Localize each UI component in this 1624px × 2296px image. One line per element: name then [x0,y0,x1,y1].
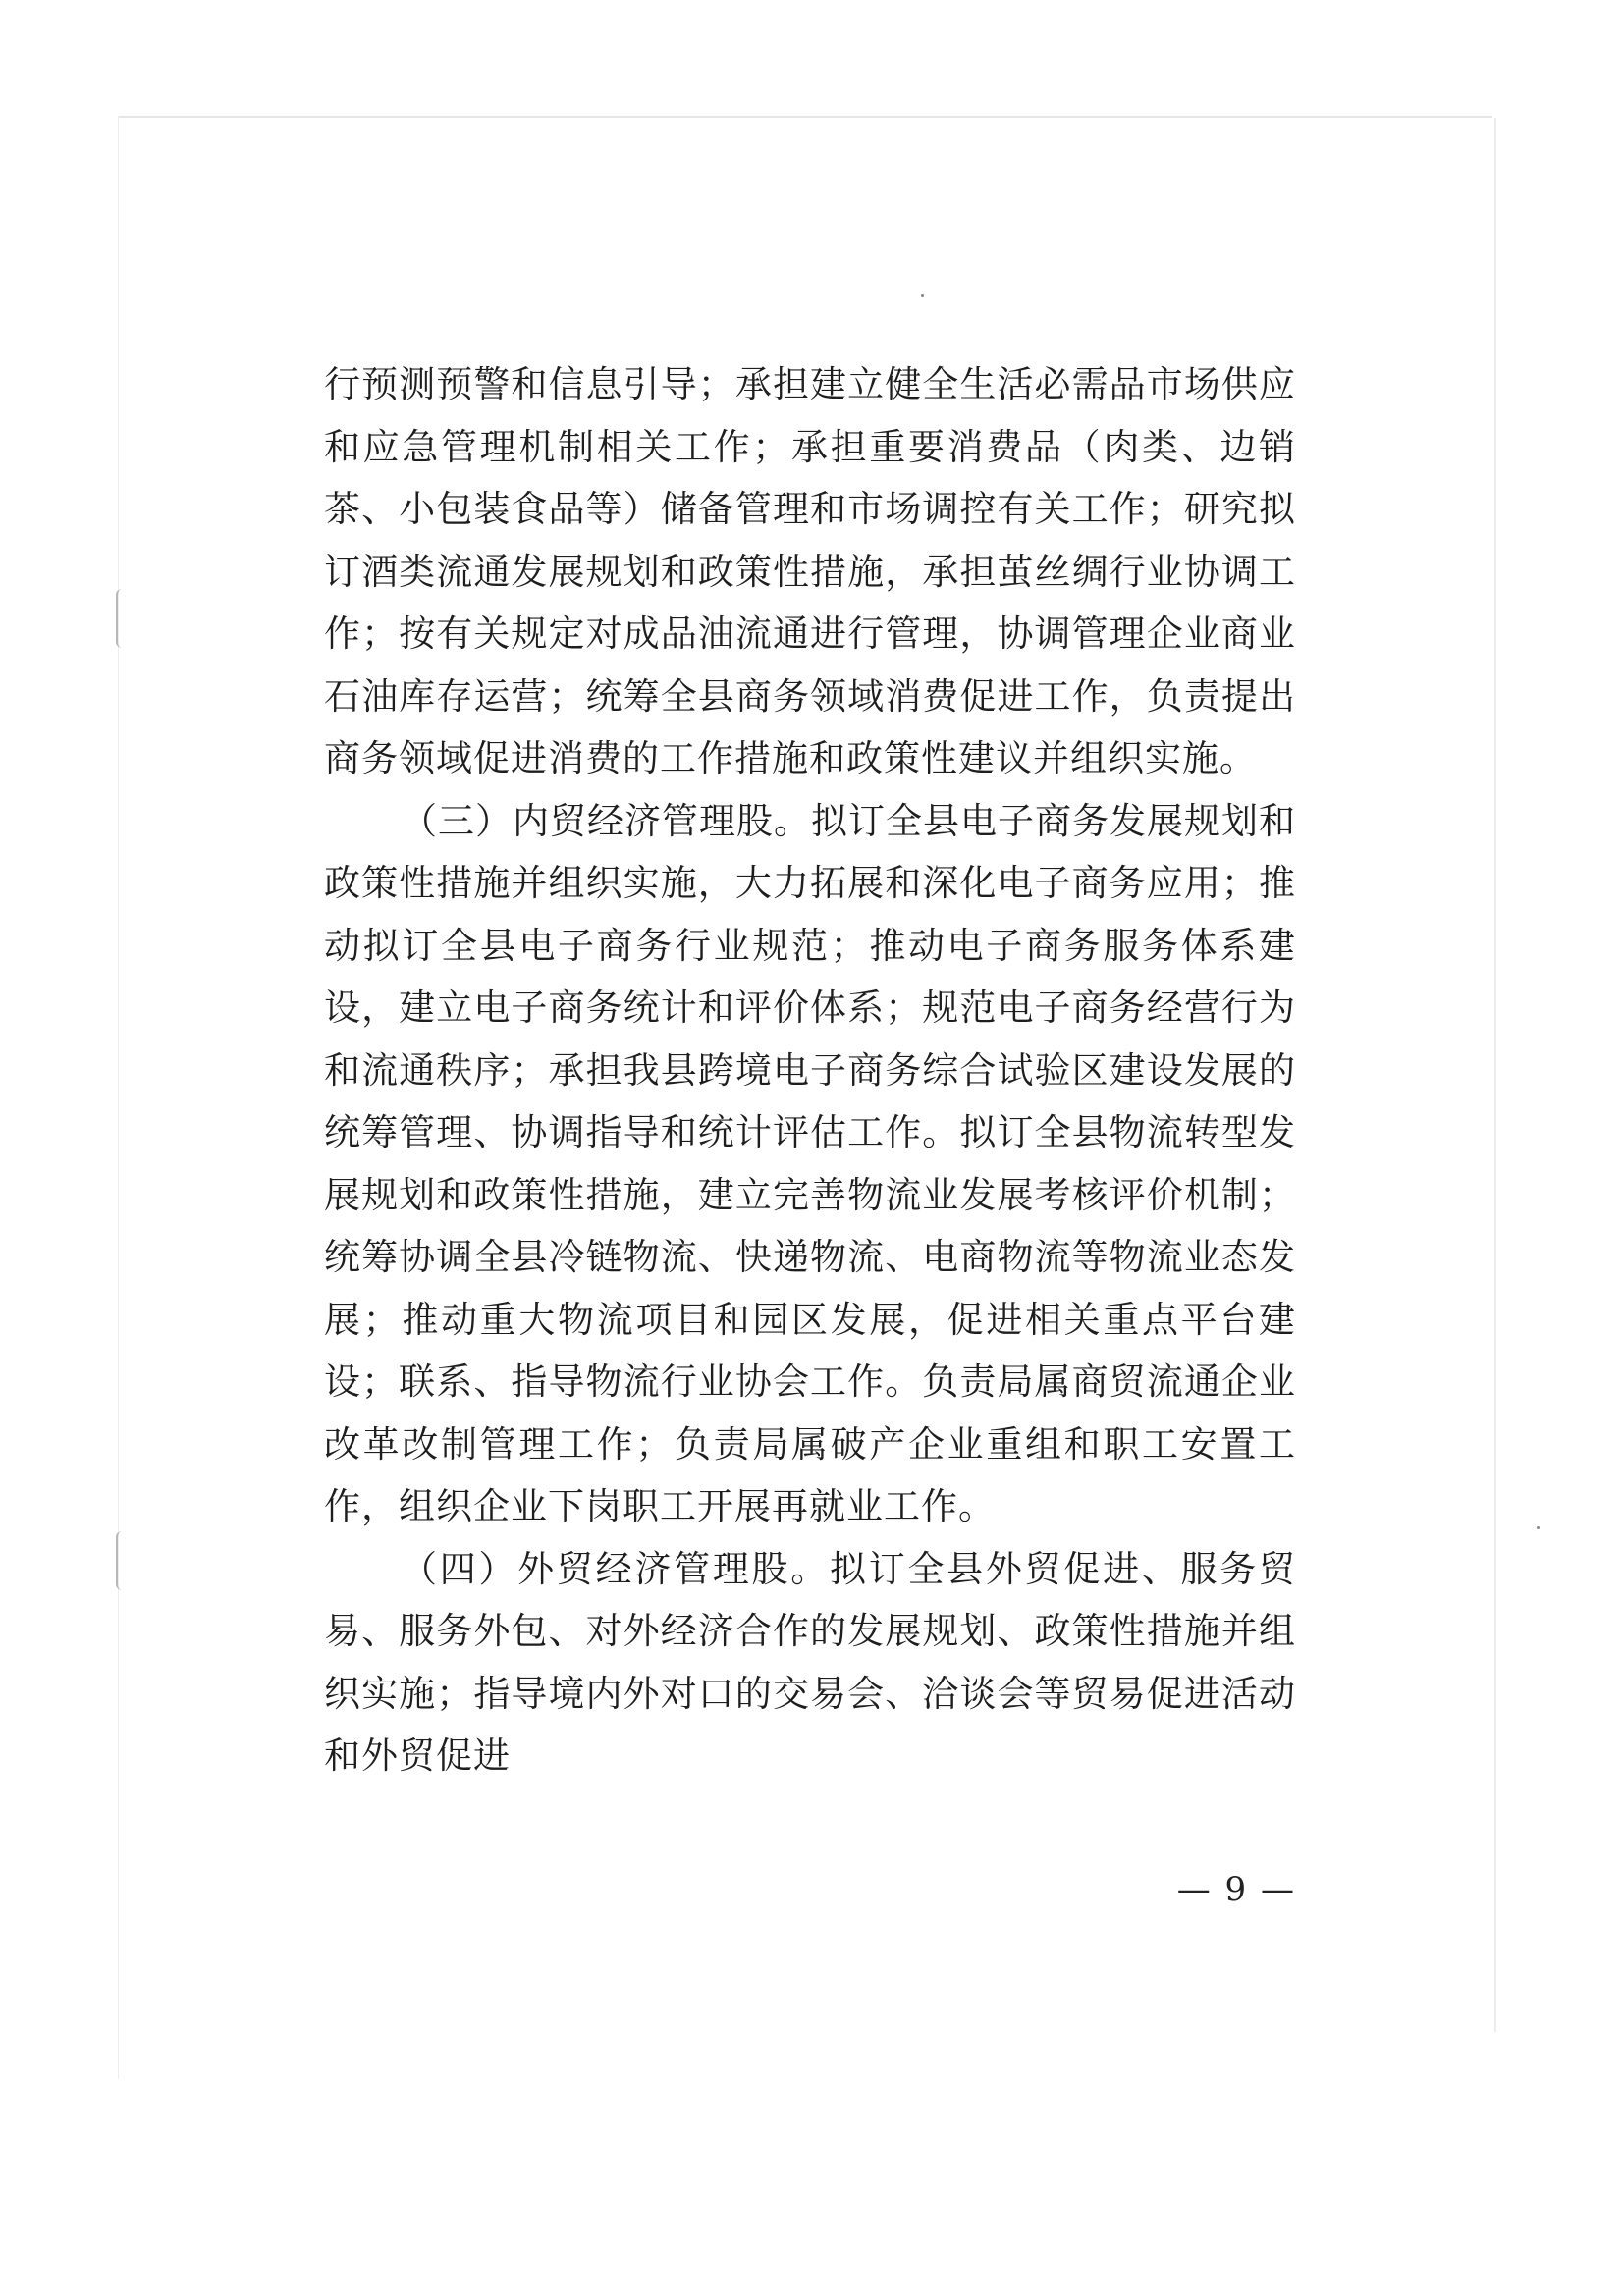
scan-left-edge [118,116,119,2079]
scan-speck [921,294,924,297]
scan-top-edge [118,116,1492,118]
binding-staple-mark [116,1531,128,1590]
paragraph-domestic-trade-section: （三）内贸经济管理股。拟订全县电子商务发展规划和政策性措施并组织实施，大力拓展和深化电子商务应用；推动拟订全县电子商务行业规范；推动电子商务服务体系建设，建立电子商务统计和评价体系；规范电子商务经营行为和流通秩序；承担我县跨境电子商务综合试验区建设发展的统筹管理、协调指导和统计评估工作。拟订全县物流转型发展规划和政策性措施，建立完善物流业发展考核评价机制；统筹协调全县冷链物流、快递物流、电商物流等物流业态发展；推动重大物流项目和园区发展，促进相关重点平台建设；联系、指导物流行业协会工作。负责局属商贸流通企业改革改制管理工作；负责局属破产企业重组和职工安置工作，组织企业下岗职工开展再就业工作。 [324,799,1296,1527]
binding-staple-mark [116,589,128,648]
paragraph-continuation: 行预测预警和信息引导；承担建立健全生活必需品市场供应和应急管理机制相关工作；承担重要消费品（肉类、边销茶、小包装食品等）储备管理和市场调控有关工作；研究拟订酒类流通发展规划和政策性措施，承担茧丝绸行业协调工作；按有关规定对成品油流通进行管理，协调管理企业商业石油库存运营；统筹全县商务领域消费促进工作，负责提出商务领域促进消费的工作措施和政策性建议并组织实施。 [324,363,1296,779]
scan-right-edge [1494,118,1496,2032]
scan-speck [1537,1526,1540,1529]
paragraph-foreign-trade-section: （四）外贸经济管理股。拟订全县外贸促进、服务贸易、服务外包、对外经济合作的发展规划、政策性措施并组织实施；指导境内外对口的交易会、洽谈会等贸易促进活动和外贸促进 [324,1547,1296,1777]
page-number: — 9 — [1176,1870,1296,1909]
document-body [324,353,1296,1788]
